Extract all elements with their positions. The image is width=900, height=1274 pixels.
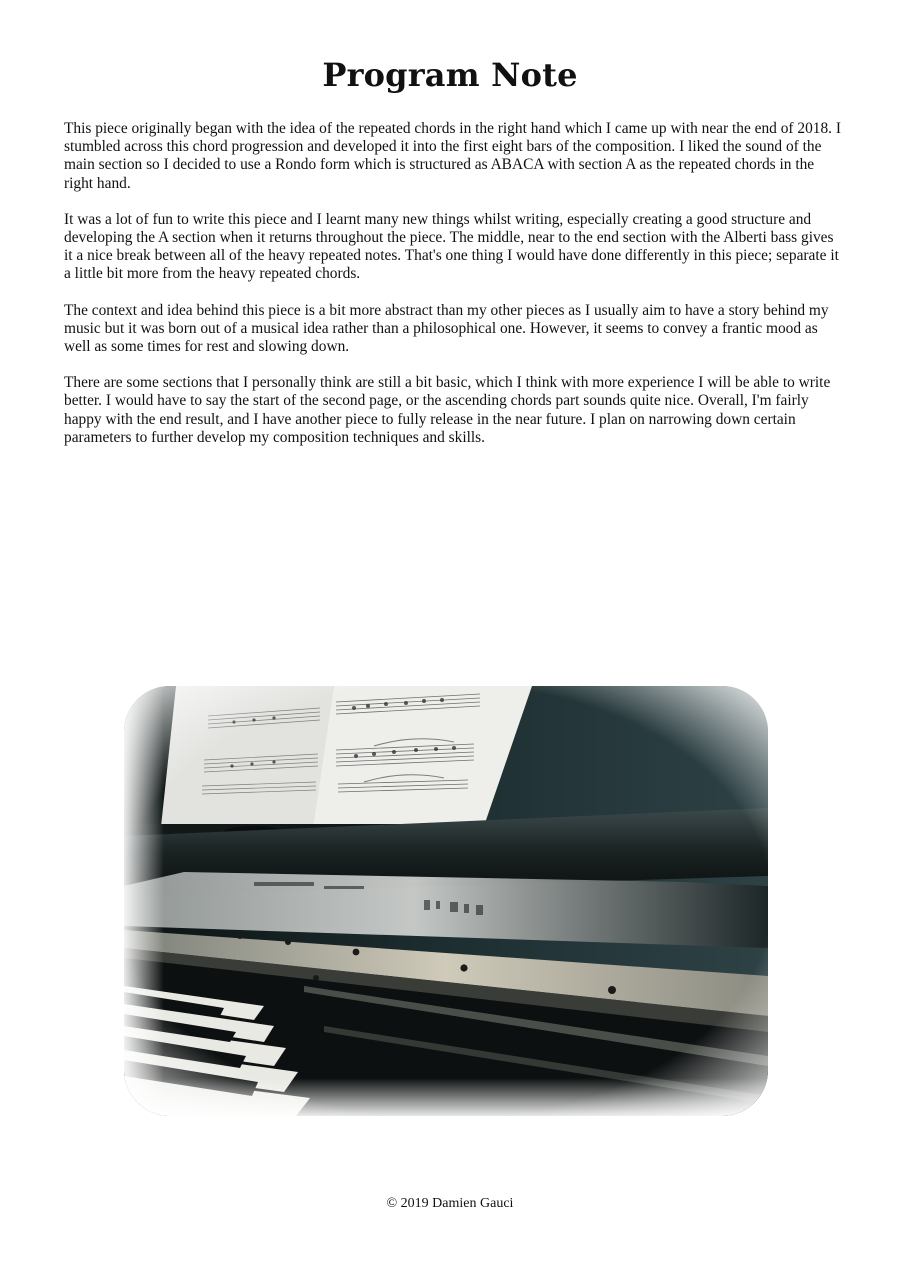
paragraph-2: It was a lot of fun to write this piece and I learnt many new things whilst writing, especially creating a good structure and developing the A section when it returns throughout the piece. The middle, near to the end section with the Alberti bass gives it a nice break between all of the heavy repeated notes. That's one thing I would have done differently in this piece; separate it a little bit more from the heavy repeated chords. xyxy=(64,210,839,283)
paragraph-3: The context and idea behind this piece is a bit more abstract than my other pieces as I usually aim to have a story behind my music but it was born out of a musical idea rather than a philosophical one. However, it seems to convey a frantic mood as well as some times for rest and slowing down. xyxy=(64,301,829,356)
copyright-footer: © 2019 Damien Gauci xyxy=(386,1196,514,1211)
piano-with-sheet-music-photo xyxy=(124,686,768,1116)
piano-photo xyxy=(124,686,768,1116)
paragraph-1: This piece originally began with the idea of the repeated chords in the right hand which I came up with near the end of 2018. I stumbled across this chord progression and developed it into the first eight bars of the composition. I liked the sound of the main section so I decided to use a Rondo form which is structured as ABACA with section A as the repeated chords in the right hand. xyxy=(64,120,841,192)
program-note-body xyxy=(64,120,842,465)
paragraph-4: There are some sections that I personally think are still a bit basic, which I think with more experience I will be able to write better. I would have to say the start of the second page, or the ascending chords part sounds quite nice. Overall, I'm fairly happy with the end result, and I have another piece to fully release in the near future. I plan on narrowing down certain parameters to further develop my composition techniques and skills. xyxy=(64,374,831,446)
page-title: Program Note xyxy=(322,56,578,94)
